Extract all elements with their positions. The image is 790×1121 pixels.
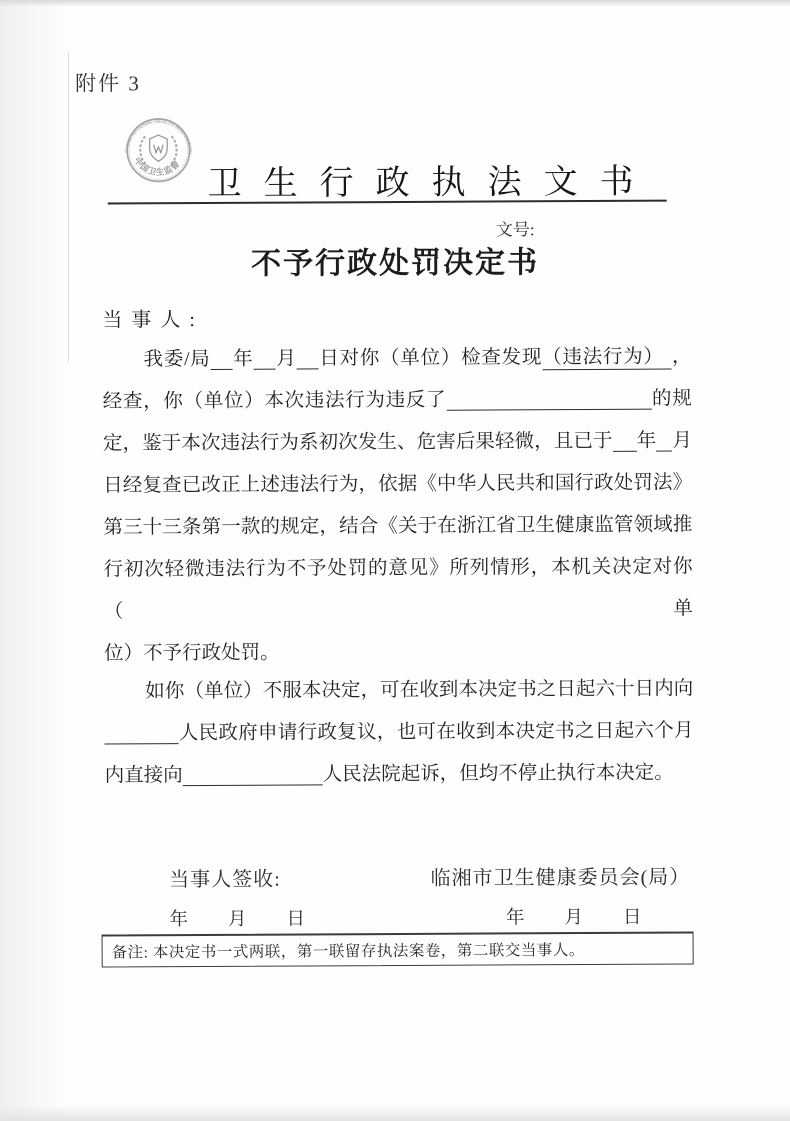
text-segment: 月 [275,348,297,370]
underlined-text: （违法行为） [542,347,672,371]
body-paragraphs [102,336,693,797]
text-segment: 我委/局 [143,348,211,371]
seal-arc-text-cn: 中国卫生监督 [132,155,182,178]
blank-underline [183,765,323,786]
text-segment: 如你（单位）不服本决定，可在收到本决定书之日起六十日内向 [145,678,694,703]
text-segment: 内直接向 [104,765,183,787]
doc-title: 不予行政处罚决定书 [250,246,540,281]
seal-arc-text-en: CHINA NATIONAL HEALTH INSPECTION [125,119,192,155]
text-segment: 日经复查已改正上述违法行为，依据《中华人民共和国行政处罚法》 [103,472,693,497]
text-segment: 日对你（单位）检查发现 [318,347,543,370]
blank-underline [446,389,651,411]
signature-row [105,860,694,892]
blank-underline [210,349,232,370]
text-segment: 人民政府申请行政复议，也可在收到本决定书之日起六个月 [178,720,694,745]
paragraph [102,336,693,675]
para-line [104,710,693,755]
blank-underline [297,349,319,370]
para-line [102,336,691,381]
party-label: 当事人: [102,308,204,332]
para-line [104,546,693,633]
health-inspection-seal-icon [118,110,198,190]
authority-name: 临湘市卫生健康委员会(局） [430,866,691,890]
footer-note-text: 备注: 本决定书一式两联，第一联留存执法案卷，第二联交当事人。 [111,942,585,962]
blank-underline [613,431,637,452]
text-segment: 月 [672,430,693,452]
doc-number-label: 文号: [495,220,535,240]
text-segment: 的规 [651,388,692,410]
para-line [103,504,692,549]
blank-underline [104,724,178,745]
blank-underline [656,431,672,452]
date-left: 年 月 日 [169,909,307,931]
text-segment: 经查，你（单位）本次违法行为违反了 [102,389,447,413]
text-segment: 人民法院起诉，但均不停止执行本决定。 [322,762,674,786]
text-segment: 行初次轻微违法行为不予处罚的意见》所列情形，本机关决定对你（单 [103,556,693,623]
attachment-label: 附件 3 [75,71,141,96]
document-series-title: 卫生行政执法文书 [207,163,656,203]
para-line [103,462,692,507]
date-right: 年 月 日 [505,907,643,929]
footer-note-box [102,931,694,967]
party-sign-label: 当事人签收: [169,868,281,892]
text-segment: ， [671,346,692,368]
para-line [103,420,692,465]
text-segment: 定，鉴于本次违法行为系初次发生、危害后果轻微，且已于 [102,430,613,455]
blank-underline [253,349,275,370]
para-line [105,752,694,797]
text-segment: 年 [232,348,254,370]
text-segment: 位）不予行政处罚。 [104,642,280,665]
para-line [103,378,692,423]
paragraph [104,668,694,797]
text-segment: 第三十三条第一款的规定，结合《关于在浙江省卫生健康监管领域推 [103,514,693,539]
para-line [104,668,693,713]
text-segment: 年 [636,430,657,452]
date-row [105,902,694,931]
